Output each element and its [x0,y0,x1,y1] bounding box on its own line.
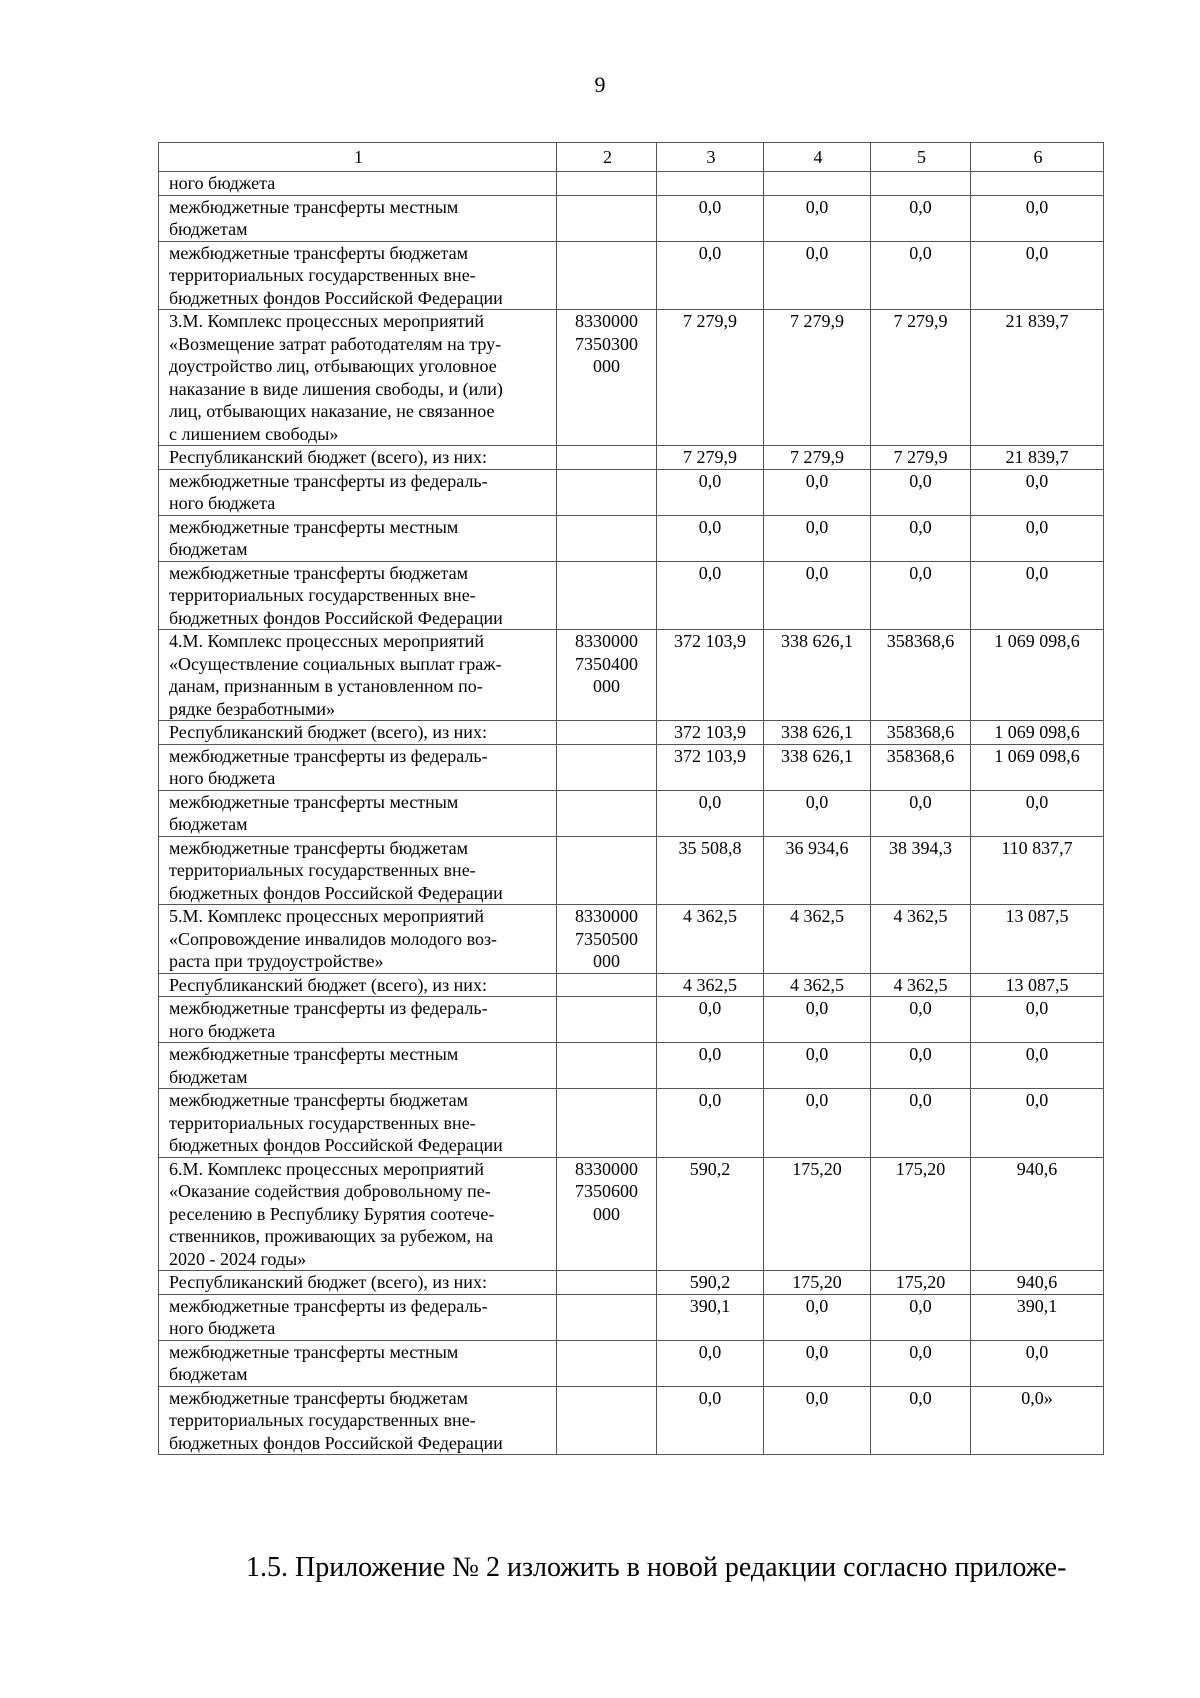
row-label-cell-text: 6.М. Комплекс процессных мероприятий «Оказание содействия добровольному пе- реселению в Республику Бурятия соотече- ственников, проживающих за рубежом, на 2020 - 2024 годы» [169,1158,495,1269]
value-cell [657,195,764,241]
value-cell [764,836,871,905]
row-label-cell-text: межбюджетные трансферты местным бюджетам [169,1341,459,1384]
value-cell [764,1089,871,1158]
value-total-cell [971,744,1104,790]
column-header: 1 [159,143,557,172]
table-row [159,1043,1104,1089]
row-label-cell [159,973,557,997]
budget-code-cell [557,905,657,974]
value-cell-text: 358368,6 [886,745,955,766]
value-cell [871,241,971,310]
value-cell-text: 338 626,1 [781,631,853,651]
value-cell-text: 372 103,9 [674,631,746,651]
value-cell [871,172,971,196]
row-label-cell [159,1089,557,1158]
value-cell [871,195,971,241]
value-cell-text: 0,0 [909,1295,932,1316]
value-cell [764,1294,871,1340]
table-row [159,630,1104,721]
value-cell [764,469,871,515]
row-label-cell [159,721,557,745]
value-cell-text: 0,0 [805,1341,829,1362]
value-cell-text: 358368,6 [886,722,955,742]
budget-code-cell [557,630,657,721]
row-label-cell [159,446,557,470]
value-cell-text: 338 626,1 [781,722,853,742]
table-header-row [159,143,1104,172]
table-row [159,1271,1104,1295]
value-cell-text: 0,0 [805,791,829,812]
value-total-cell-text: 940,6 [1016,1272,1058,1292]
value-cell [657,905,764,974]
value-total-cell-text: 0,0 [1025,242,1049,263]
budget-code-cell [557,836,657,905]
value-cell-text: 0,0 [909,1341,932,1362]
value-cell-text: 0,0 [805,242,829,263]
row-label-cell [159,997,557,1043]
value-total-cell [971,997,1104,1043]
row-label-cell [159,195,557,241]
value-total-cell [971,721,1104,745]
value-cell-text: 0,0 [805,1044,829,1064]
page-number: 9 [594,72,606,97]
row-label-cell [159,1043,557,1089]
row-label-cell [159,469,557,515]
value-cell-text: 0,0 [698,1387,722,1408]
value-cell [871,515,971,561]
row-label-cell-text: межбюджетные трансферты бюджетам территориальных государственных вне- бюджетных фондов Российской Федерации [169,1090,503,1155]
value-cell [871,1294,971,1340]
row-label-cell-text: межбюджетные трансферты из федераль- ного бюджета [169,998,488,1041]
value-cell [764,630,871,721]
value-total-cell-text: 1 069 098,6 [994,745,1080,766]
value-total-cell-text: 110 837,7 [1001,837,1073,858]
value-cell [871,446,971,470]
row-label-cell [159,241,557,310]
row-label-cell [159,515,557,561]
value-total-cell [971,469,1104,515]
value-cell [764,905,871,974]
value-cell-text: 0,0 [805,470,829,491]
row-label-cell-text: ного бюджета [169,173,276,193]
value-total-cell-text: 1 069 098,6 [994,631,1080,651]
row-label-cell-text: Республиканский бюджет (всего), из них: [169,1272,487,1292]
value-total-cell-text: 0,0 [1025,1341,1049,1362]
table-row [159,744,1104,790]
value-cell [657,836,764,905]
row-label-cell [159,1386,557,1455]
value-cell [764,973,871,997]
table-row [159,446,1104,470]
value-total-cell [971,1157,1104,1271]
value-cell [871,1340,971,1386]
value-cell [871,469,971,515]
budget-code-cell [557,241,657,310]
value-total-cell [971,1294,1104,1340]
value-cell-text: 0,0 [805,1295,829,1316]
value-cell-text: 4 362,5 [790,974,844,995]
value-total-cell [971,1386,1104,1455]
value-cell [764,195,871,241]
budget-code-cell [557,1340,657,1386]
value-total-cell-text: 0,0 [1025,196,1049,217]
value-cell-text: 0,0 [805,998,829,1018]
value-cell-text: 7 279,9 [893,311,948,331]
row-label-cell-text: Республиканский бюджет (всего), из них: [169,447,487,467]
value-cell [657,446,764,470]
value-cell [657,241,764,310]
value-total-cell-text: 390,1 [1016,1295,1058,1316]
table-body [159,172,1104,1455]
paragraph-text: 1.5. Приложение № 2 изложить в новой редакции согласно приложе- [246,1552,1067,1583]
budget-code-cell [557,469,657,515]
row-label-cell [159,790,557,836]
value-total-cell [971,790,1104,836]
budget-code-cell [557,790,657,836]
budget-table [158,142,1104,1455]
value-total-cell [971,172,1104,196]
value-cell [871,1271,971,1295]
value-cell-text: 38 394,3 [889,837,952,858]
row-label-cell-text: Республиканский бюджет (всего), из них: [169,722,487,742]
value-cell-text: 7 279,9 [683,447,737,467]
budget-code-cell [557,515,657,561]
value-cell-text: 7 279,9 [893,447,948,467]
table-row [159,790,1104,836]
table-row [159,561,1104,630]
value-cell-text: 0,0 [909,998,932,1018]
value-cell [871,997,971,1043]
row-label-cell [159,630,557,721]
value-cell [764,1157,871,1271]
column-header: 4 [764,143,871,172]
value-total-cell-text: 0,0 [1025,791,1049,812]
value-total-cell [971,1089,1104,1158]
table-row [159,515,1104,561]
row-label-cell-text: межбюджетные трансферты местным бюджетам [169,791,459,834]
value-cell [657,721,764,745]
table-row [159,836,1104,905]
budget-code-cell [557,744,657,790]
column-header: 2 [557,143,657,172]
value-cell-text: 0,0 [698,196,722,217]
budget-code-cell [557,195,657,241]
value-total-cell [971,241,1104,310]
row-label-cell-text: межбюджетные трансферты местным бюджетам [169,516,459,559]
row-label-cell [159,172,557,196]
value-cell-text: 4 362,5 [893,906,948,926]
table-row [159,195,1104,241]
row-label-cell-text: 4.М. Комплекс процессных мероприятий «Осуществление социальных выплат граж- данам, признанным в установленном по- рядке безработными» [169,631,502,719]
value-cell [657,469,764,515]
value-cell-text: 0,0 [698,791,722,812]
table-row [159,310,1104,446]
column-header: 3 [657,143,764,172]
table-row [159,1340,1104,1386]
row-label-cell [159,905,557,974]
table-row [159,905,1104,974]
budget-code-cell-text: 8330000 7350600 000 [575,1158,638,1224]
value-total-cell-text: 0,0 [1025,1090,1049,1110]
value-cell-text: 390,1 [689,1295,731,1316]
row-label-cell-text: межбюджетные трансферты бюджетам территориальных государственных вне- бюджетных фондов Российской Федерации [169,1387,503,1453]
value-cell-text: 0,0 [909,562,932,583]
value-cell [764,1271,871,1295]
row-label-cell [159,561,557,630]
value-total-cell [971,195,1104,241]
value-cell [657,1271,764,1295]
value-total-cell [971,1271,1104,1295]
value-cell [871,1386,971,1455]
value-cell-text: 590,2 [689,1272,731,1292]
budget-code-cell-text: 8330000 7350300 000 [575,311,638,376]
budget-code-cell [557,561,657,630]
value-cell-text: 0,0 [909,196,932,217]
row-label-cell-text: межбюджетные трансферты местным бюджетам [169,196,459,239]
table-row [159,241,1104,310]
value-cell [871,630,971,721]
value-cell [871,973,971,997]
value-cell [764,1386,871,1455]
row-label-cell [159,1340,557,1386]
value-cell-text: 175,20 [792,1158,842,1179]
budget-code-cell [557,997,657,1043]
value-cell-text: 175,20 [792,1272,842,1292]
value-total-cell-text: 0,0 [1025,470,1049,491]
budget-code-cell [557,310,657,446]
table-row [159,1157,1104,1271]
table-row [159,997,1104,1043]
value-total-cell [971,630,1104,721]
value-cell-text: 0,0 [909,1044,932,1064]
value-cell [871,836,971,905]
row-label-cell-text: 3.М. Комплекс процессных мероприятий «Возмещение затрат работодателям на тру- доустройство лиц, отбывающих уголовное наказание в виде лишения свободы, и (или) лиц, отбывающих наказание, не связанное с лишением свободы» [169,311,503,444]
value-cell [764,1340,871,1386]
row-label-cell-text: межбюджетные трансферты бюджетам территориальных государственных вне- бюджетных фондов Российской Федерации [169,242,503,308]
value-cell-text: 7 279,9 [790,447,844,467]
value-cell [657,630,764,721]
value-cell-text: 36 934,6 [785,837,849,858]
value-cell-text: 0,0 [805,516,829,537]
table-row [159,973,1104,997]
value-cell [764,721,871,745]
value-cell [764,790,871,836]
value-cell-text: 372 103,9 [674,745,746,766]
row-label-cell-text: межбюджетные трансферты местным бюджетам [169,1044,459,1087]
value-cell-text: 4 362,5 [683,974,737,995]
budget-code-cell [557,1157,657,1271]
value-total-cell [971,1340,1104,1386]
row-label-cell [159,1157,557,1271]
row-label-cell-text: Республиканский бюджет (всего), из них: [169,974,487,995]
value-cell-text: 0,0 [698,1044,722,1064]
value-total-cell [971,836,1104,905]
budget-code-cell [557,1386,657,1455]
value-cell [657,1340,764,1386]
budget-code-cell [557,721,657,745]
value-cell-text: 0,0 [805,1090,829,1110]
value-cell-text: 0,0 [805,1387,829,1408]
value-cell [657,790,764,836]
value-cell [657,1157,764,1271]
value-cell-text: 0,0 [698,1090,722,1110]
budget-code-cell [557,1271,657,1295]
value-cell [657,310,764,446]
row-label-cell-text: 5.М. Комплекс процессных мероприятий «Сопровождение инвалидов молодого воз- раста при трудоустройстве» [169,906,498,971]
value-total-cell-text: 940,6 [1016,1158,1058,1179]
row-label-cell-text: межбюджетные трансферты из федераль- ного бюджета [169,1295,488,1338]
value-cell [657,515,764,561]
value-cell-text: 4 362,5 [893,974,948,995]
value-cell [657,1043,764,1089]
budget-code-cell [557,973,657,997]
value-cell-text: 372 103,9 [674,722,746,742]
value-total-cell [971,310,1104,446]
value-cell-text: 0,0 [805,196,829,217]
value-cell-text: 4 362,5 [683,906,737,926]
value-cell [871,905,971,974]
value-cell [657,172,764,196]
value-total-cell-text: 1 069 098,6 [994,722,1080,742]
value-cell-text: 0,0 [698,1341,722,1362]
value-cell-text: 0,0 [698,516,722,537]
value-cell-text: 0,0 [909,470,932,491]
value-cell [657,1089,764,1158]
table-row [159,1294,1104,1340]
value-total-cell-text: 13 087,5 [1005,906,1069,926]
budget-code-cell [557,1089,657,1158]
table-row [159,1089,1104,1158]
value-cell-text: 175,20 [895,1158,946,1179]
value-total-cell-text: 21 839,7 [1005,447,1069,467]
value-cell [764,515,871,561]
budget-code-cell [557,1294,657,1340]
row-label-cell-text: межбюджетные трансферты бюджетам территориальных государственных вне- бюджетных фондов Российской Федерации [169,837,503,903]
table-row [159,1386,1104,1455]
value-cell-text: 0,0 [698,998,722,1018]
value-total-cell [971,446,1104,470]
value-cell-text: 0,0 [909,1387,932,1408]
value-total-cell-text: 0,0 [1025,562,1049,583]
value-total-cell [971,1043,1104,1089]
value-cell [657,561,764,630]
column-header: 5 [871,143,971,172]
value-cell [657,997,764,1043]
value-cell-text: 338 626,1 [781,745,853,766]
value-cell-text: 0,0 [698,242,722,263]
value-cell-text: 175,20 [895,1272,946,1292]
table-row [159,172,1104,196]
value-cell [764,310,871,446]
value-cell-text: 0,0 [698,562,722,583]
value-total-cell-text: 0,0 [1025,516,1049,537]
value-total-cell-text: 0,0 [1025,998,1049,1018]
row-label-cell [159,310,557,446]
value-total-cell-text: 13 087,5 [1005,974,1069,995]
value-cell [764,1043,871,1089]
budget-code-cell [557,1043,657,1089]
budget-code-cell [557,172,657,196]
value-cell [764,446,871,470]
value-cell [764,241,871,310]
row-label-cell [159,1271,557,1295]
value-cell-text: 35 508,8 [678,837,742,858]
value-cell [871,310,971,446]
value-cell-text: 0,0 [909,242,932,263]
value-cell [871,790,971,836]
row-label-cell-text: межбюджетные трансферты бюджетам территориальных государственных вне- бюджетных фондов Российской Федерации [169,562,503,628]
value-cell-text: 0,0 [909,516,932,537]
row-label-cell-text: межбюджетные трансферты из федераль- ного бюджета [169,745,488,788]
value-cell [657,1386,764,1455]
value-cell [871,744,971,790]
row-label-cell [159,1294,557,1340]
value-total-cell-text: 0,0 [1025,1044,1049,1064]
row-label-cell [159,836,557,905]
value-cell-text: 358368,6 [886,631,955,651]
budget-code-cell-text: 8330000 7350400 000 [575,631,638,696]
value-cell-text: 0,0 [805,562,829,583]
budget-code-cell [557,446,657,470]
value-cell [871,1043,971,1089]
table-row [159,469,1104,515]
value-cell [764,744,871,790]
value-cell [764,172,871,196]
value-total-cell [971,973,1104,997]
value-cell [871,1157,971,1271]
value-cell-text: 4 362,5 [790,906,844,926]
column-header: 6 [971,143,1104,172]
value-cell-text: 590,2 [689,1158,731,1179]
budget-code-cell-text: 8330000 7350500 000 [575,906,638,971]
value-cell [764,997,871,1043]
value-cell-text: 0,0 [698,470,722,491]
row-label-cell-text: межбюджетные трансферты из федераль- ного бюджета [169,470,488,513]
value-cell-text: 0,0 [909,791,932,812]
row-label-cell [159,744,557,790]
value-cell [871,1089,971,1158]
value-cell [871,561,971,630]
value-total-cell [971,515,1104,561]
value-total-cell [971,561,1104,630]
value-cell-text: 7 279,9 [683,311,737,331]
table-row [159,721,1104,745]
value-total-cell [971,905,1104,974]
value-total-cell-text: 21 839,7 [1005,311,1069,331]
value-cell [764,561,871,630]
value-cell [657,1294,764,1340]
value-cell-text: 7 279,9 [790,311,844,331]
value-cell [657,744,764,790]
value-cell [871,721,971,745]
value-total-cell-text: 0,0» [1021,1387,1053,1408]
value-cell-text: 0,0 [909,1090,932,1110]
value-cell [657,973,764,997]
